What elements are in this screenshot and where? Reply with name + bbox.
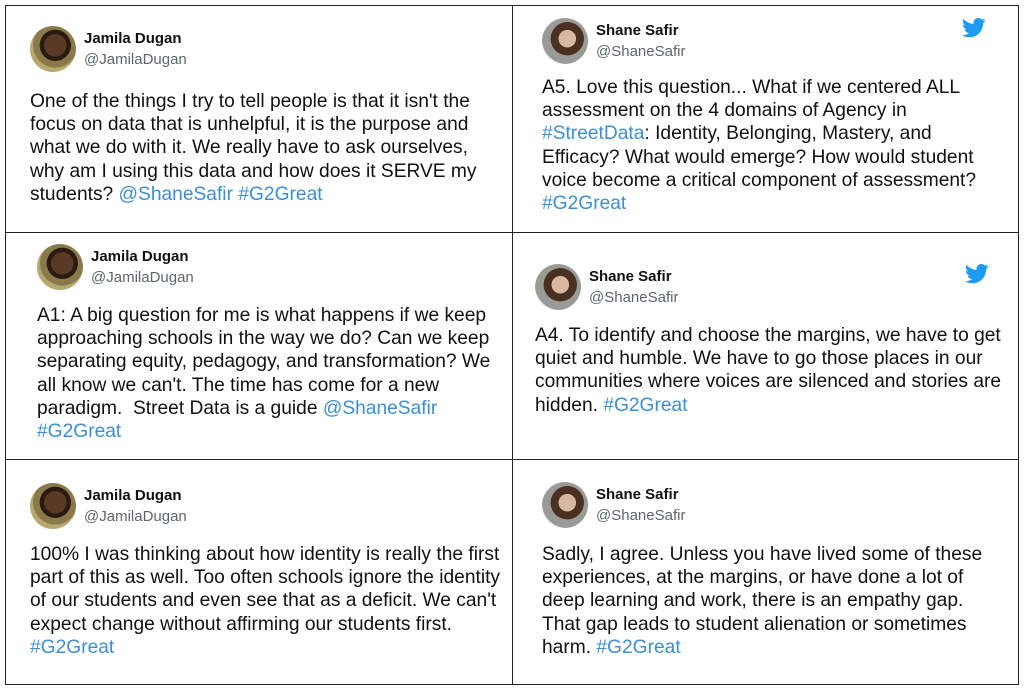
user-name[interactable]: Jamila Dugan bbox=[84, 487, 182, 504]
mention-link[interactable]: @ShaneSafir bbox=[118, 183, 233, 205]
user-name[interactable]: Shane Safir bbox=[589, 268, 672, 285]
tweet-body: One of the things I try to tell people is that it isn't the focus on data that is unhelpful, it is the purpose and what we do with it. We really have to ask ourselves, why am I using this data and how does it SERVE my students? bbox=[30, 91, 482, 205]
hashtag-link[interactable]: #G2Great bbox=[603, 394, 688, 416]
hashtag-link[interactable]: #G2Great bbox=[238, 183, 323, 205]
tweet-text bbox=[542, 543, 1002, 659]
tweet-card[interactable] bbox=[30, 483, 506, 659]
twitter-bird-icon[interactable] bbox=[962, 18, 986, 38]
hashtag-link[interactable]: #StreetData bbox=[542, 123, 645, 145]
user-handle[interactable]: @ShaneSafir bbox=[589, 289, 679, 306]
column-divider bbox=[512, 6, 513, 684]
hashtag-link[interactable]: #G2Great bbox=[30, 636, 115, 658]
twitter-bird-icon[interactable] bbox=[965, 264, 989, 284]
user-handle[interactable]: @JamilaDugan bbox=[84, 508, 187, 525]
tweet-text bbox=[542, 76, 1002, 215]
tweet-card[interactable] bbox=[535, 264, 1005, 417]
tweet-body: A5. Love this question... What if we centered ALL assessment on the 4 domains of Agency in bbox=[542, 77, 965, 122]
avatar[interactable] bbox=[535, 264, 581, 310]
tweet-card[interactable] bbox=[37, 244, 497, 443]
user-name[interactable]: Shane Safir bbox=[596, 486, 679, 503]
row-divider bbox=[6, 232, 1018, 233]
avatar[interactable] bbox=[30, 26, 76, 72]
user-handle[interactable]: @JamilaDugan bbox=[91, 269, 194, 286]
hashtag-link[interactable]: #G2Great bbox=[37, 421, 122, 443]
hashtag-link[interactable]: #G2Great bbox=[596, 636, 681, 658]
tweet-body: A4. To identify and choose the margins, we have to get quiet and humble. We have to go those places in our communities where voices are silenced and stories are hidden. bbox=[535, 325, 1007, 416]
user-handle[interactable]: @ShaneSafir bbox=[596, 43, 686, 60]
hashtag-link[interactable]: #G2Great bbox=[542, 193, 627, 215]
tweet-text bbox=[37, 304, 497, 443]
mention-link[interactable]: @ShaneSafir bbox=[322, 397, 438, 419]
tweet-text bbox=[30, 543, 506, 659]
avatar[interactable] bbox=[542, 18, 588, 64]
tweet-body: A1: A big question for me is what happens if we keep approaching schools in the way we do? Can we keep separating equity, pedagogy, and transformation? We all know we can't. The time has come for a new paradigm. Street Data is a guide bbox=[37, 305, 496, 419]
tweet-text bbox=[535, 324, 1005, 417]
user-name[interactable]: Shane Safir bbox=[596, 22, 679, 39]
tweet-card[interactable] bbox=[30, 26, 500, 206]
avatar[interactable] bbox=[30, 483, 76, 529]
row-divider bbox=[6, 459, 1018, 460]
avatar[interactable] bbox=[37, 244, 83, 290]
tweet-text bbox=[30, 90, 500, 206]
user-name[interactable]: Jamila Dugan bbox=[91, 248, 189, 265]
tweet-card[interactable] bbox=[542, 18, 1002, 215]
tweet-body: : Identity, Belonging, Mastery, and Efficacy? What would emerge? How would student voice become a critical component of assessment? bbox=[542, 123, 982, 191]
tweet-body: Sadly, I agree. Unless you have lived some of these experiences, at the margins, or have done a lot of deep learning and work, there is an empathy gap. That gap leads to student alienation or sometimes harm. bbox=[542, 544, 988, 658]
user-name[interactable]: Jamila Dugan bbox=[84, 30, 182, 47]
user-handle[interactable]: @ShaneSafir bbox=[596, 507, 686, 524]
tweet-body: 100% I was thinking about how identity is really the first part of this as well. Too often schools ignore the identity of our students and even see that as a deficit. We can't expect change without affirming our students first. bbox=[30, 544, 506, 635]
tweet-card[interactable] bbox=[542, 482, 1002, 659]
avatar[interactable] bbox=[542, 482, 588, 528]
user-handle[interactable]: @JamilaDugan bbox=[84, 51, 187, 68]
